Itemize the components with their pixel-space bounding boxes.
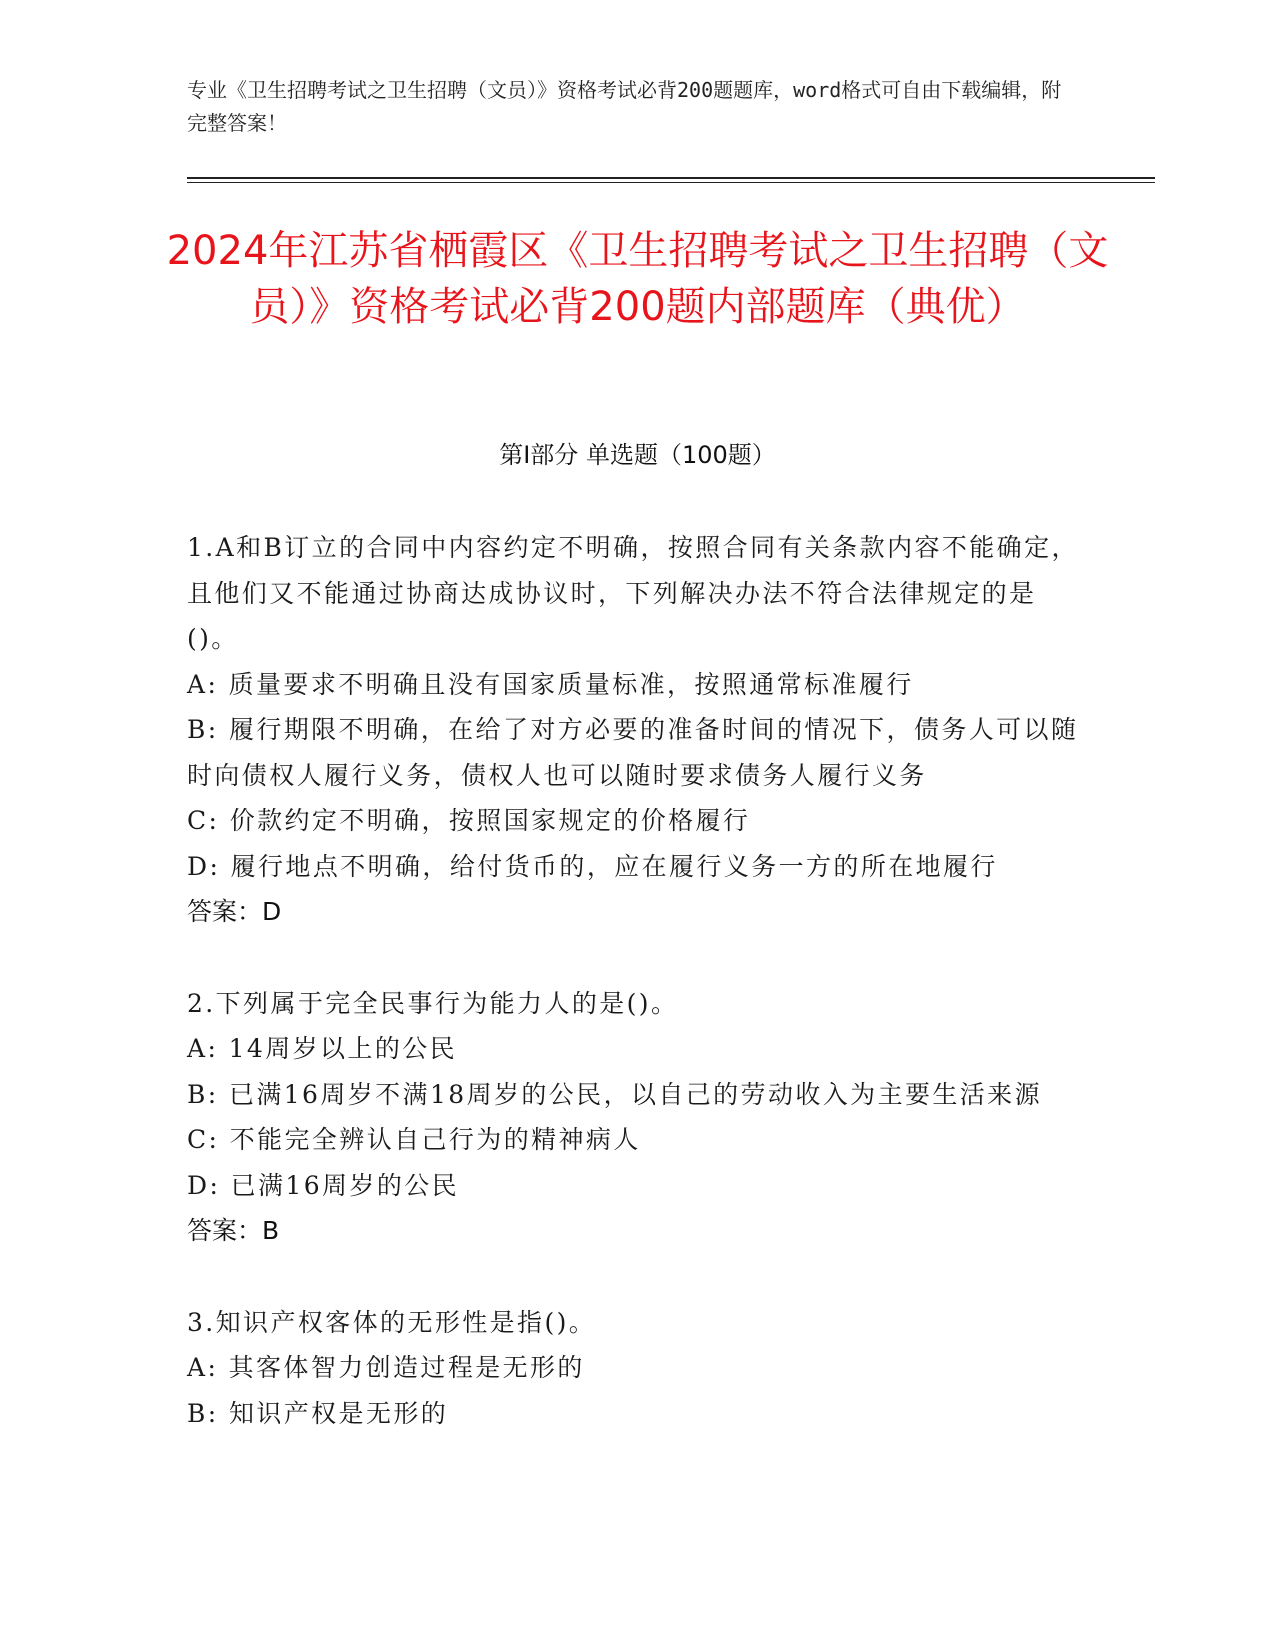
question-1 — [187, 525, 1087, 935]
header-divider-thick — [187, 177, 1155, 179]
answer-label: 答案：D — [187, 897, 282, 926]
question-stem: 3.知识产权客体的无形性是指()。 — [187, 1307, 597, 1337]
option-a: A: 其客体智力创造过程是无形的 — [187, 1353, 585, 1382]
document-title: 2024年江苏省栖霞区《卫生招聘考试之卫生招聘（文员）》资格考试必背200题内部题库（典优） — [166, 228, 1109, 330]
option-d: D: 履行地点不明确，给付货币的，应在履行义务一方的所在地履行 — [187, 851, 998, 881]
question-3 — [187, 1300, 1087, 1437]
header-note: 专业《卫生招聘考试之卫生招聘（文员）》资格考试必背200题题库，word格式可自由下载编辑，附完整答案！ — [187, 78, 1062, 135]
option-d: D: 已满16周岁的公民 — [187, 1170, 460, 1200]
question-2 — [187, 981, 1087, 1254]
option-b: B: 知识产权是无形的 — [187, 1398, 449, 1428]
section-heading: 第Ⅰ部分 单选题（100题） — [499, 441, 776, 469]
option-c: C: 不能完全辨认自己行为的精神病人 — [187, 1125, 641, 1154]
option-a: A: 14周岁以上的公民 — [187, 1034, 458, 1063]
option-c: C: 价款约定不明确，按照国家规定的价格履行 — [187, 806, 751, 835]
header-divider-thin — [187, 182, 1155, 183]
question-stem: 1.A和B订立的合同中内容约定不明确，按照合同有关条款内容不能确定，且他们又不能通过协商达成协议时，下列解决办法不符合法律规定的是()。 — [187, 533, 1079, 653]
option-a: A: 质量要求不明确且没有国家质量标准，按照通常标准履行 — [187, 669, 914, 699]
option-b: B: 已满16周岁不满18周岁的公民，以自己的劳动收入为主要生活来源 — [187, 1079, 1042, 1109]
question-list — [187, 525, 1087, 1482]
option-b: B: 履行期限不明确，在给了对方必要的准备时间的情况下，债务人可以随时向债权人履行义务，债权人也可以随时要求债务人履行义务 — [187, 715, 1079, 790]
question-stem: 2.下列属于完全民事行为能力人的是()。 — [187, 988, 679, 1018]
answer-label: 答案：B — [187, 1216, 280, 1245]
